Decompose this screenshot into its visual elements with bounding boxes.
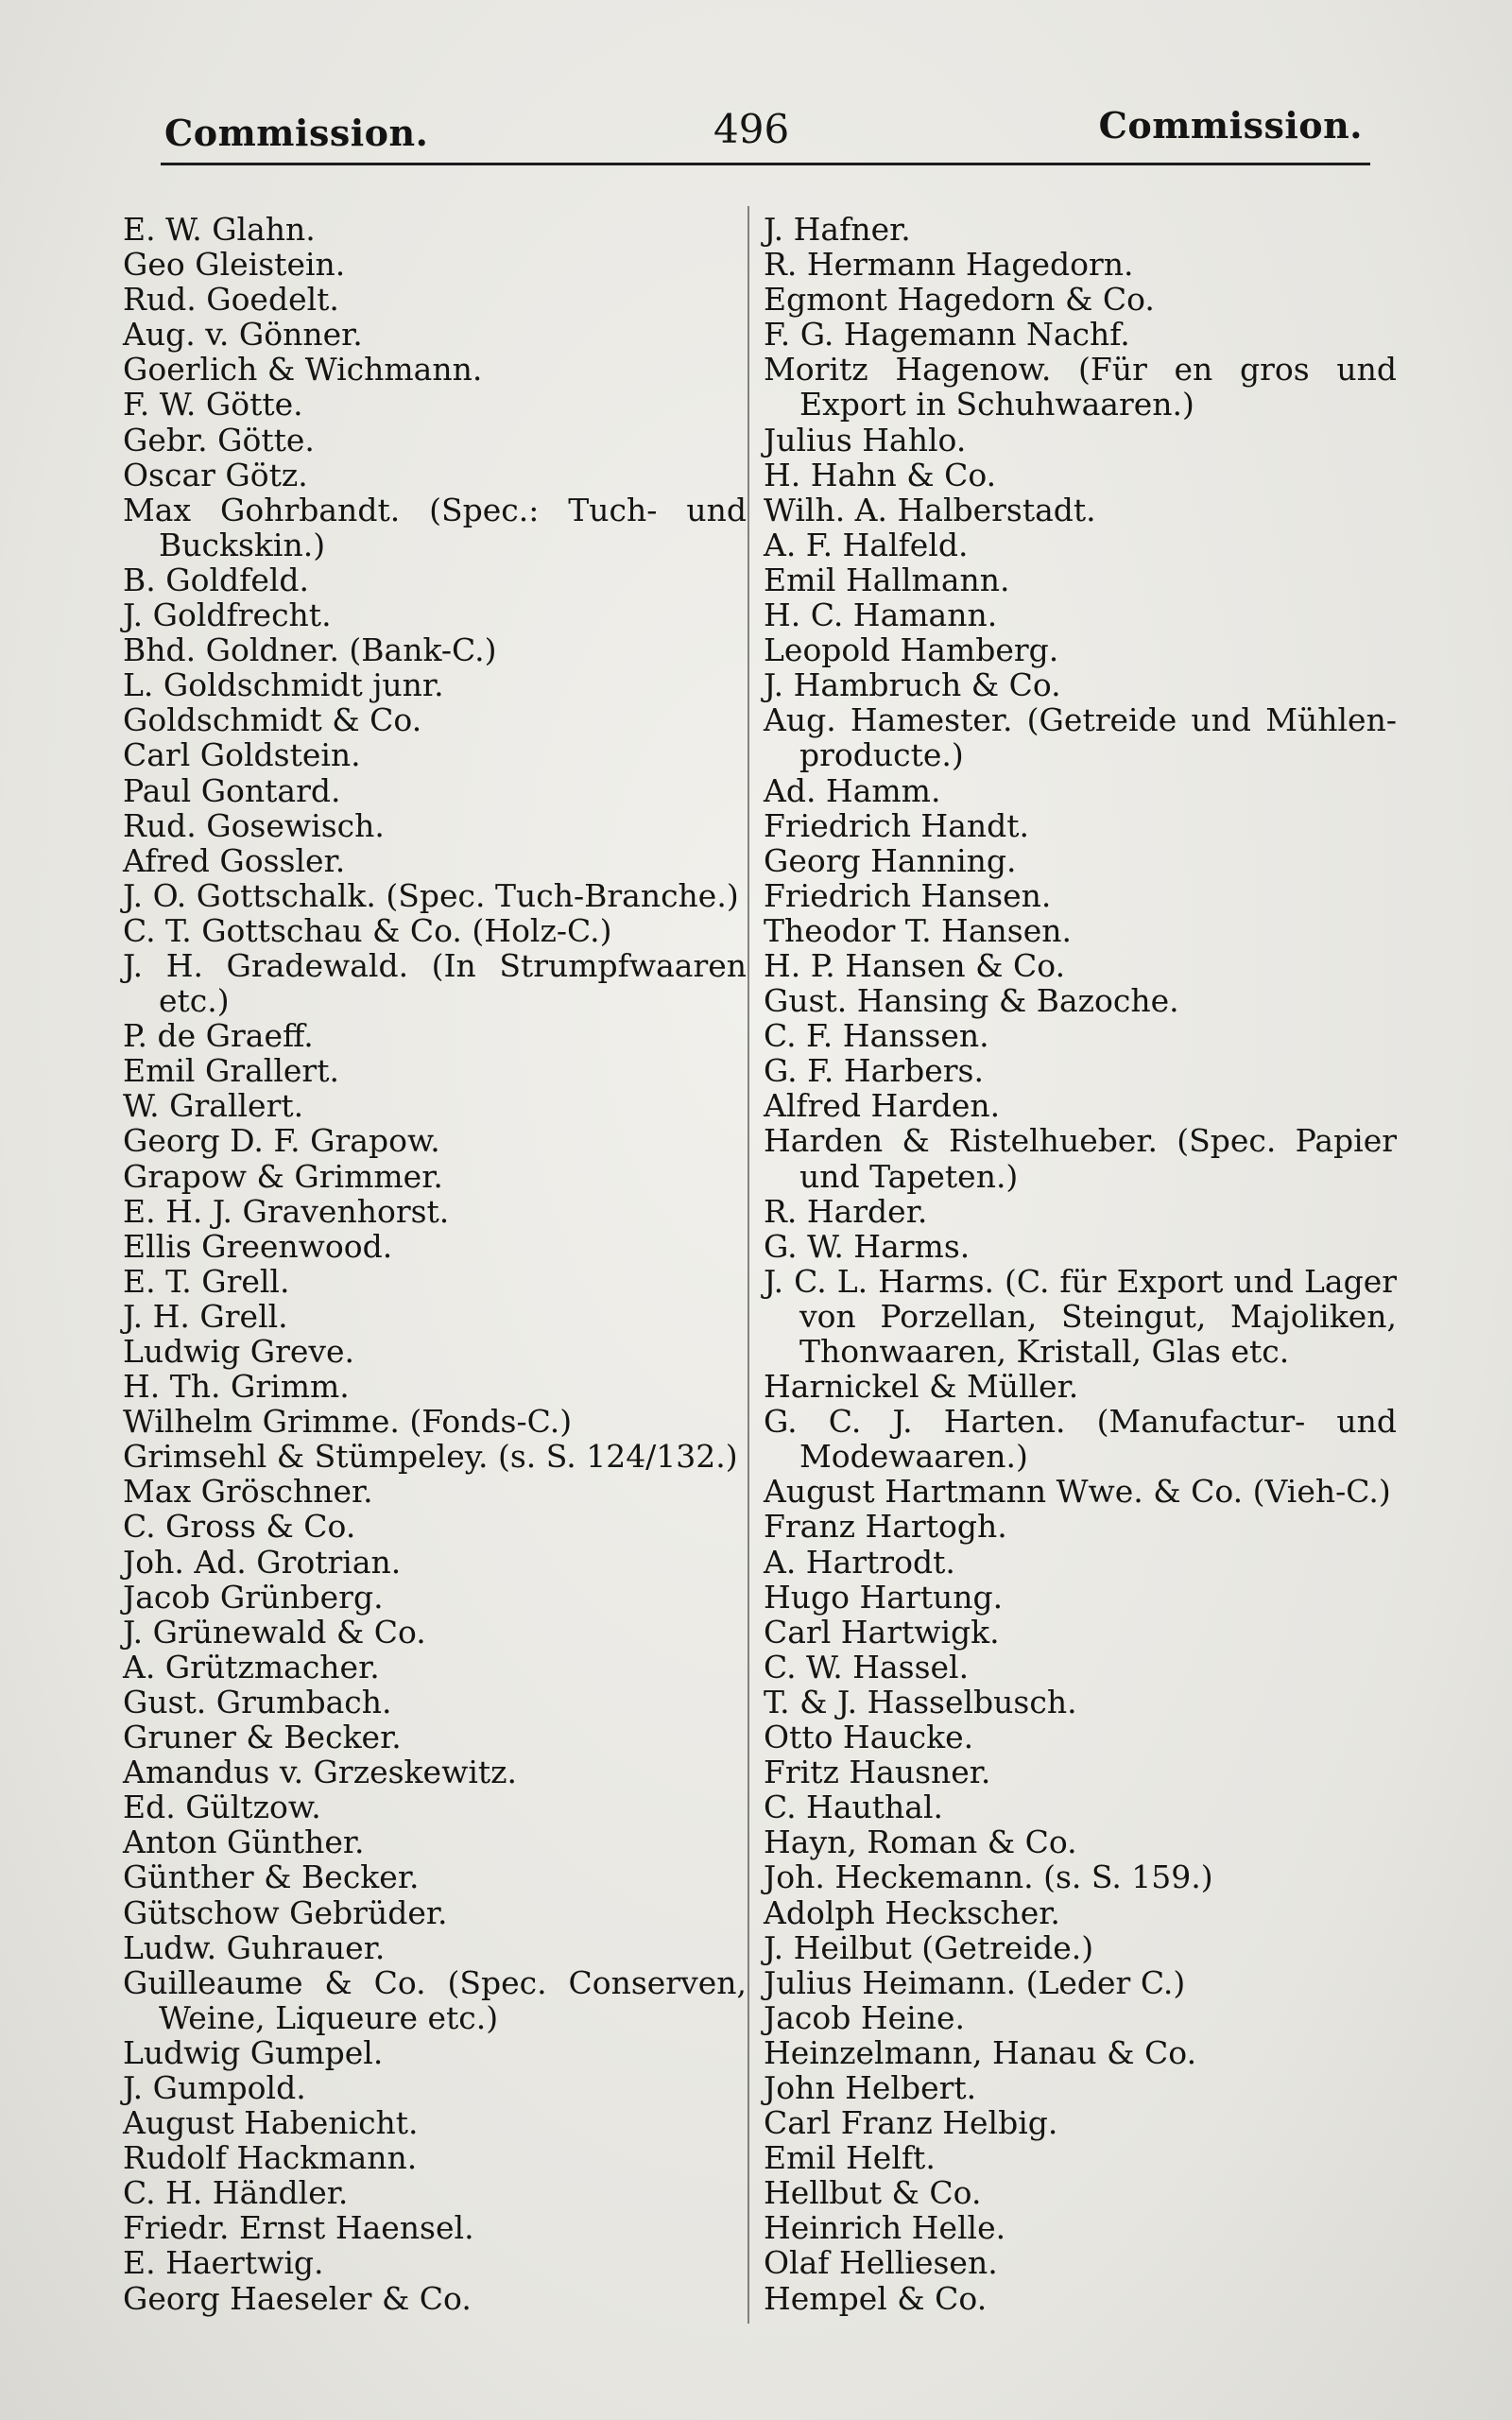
directory-entry: Julius Heimann. (Leder C.) <box>764 1963 1186 2001</box>
directory-entry: J. C. L. Harms. (C. für Export und Lager von Porzellan, Steingut, Majoliken, Thonwaaren, Kristall, Glas etc. <box>764 1262 1397 1370</box>
directory-entry: Ludwig Gumpel. <box>123 2033 384 2071</box>
directory-entry: Goerlich & Wichmann. <box>123 351 483 389</box>
page-number: 496 <box>713 106 790 152</box>
directory-entry: Guilleaume & Co. (Spec. Conserven, Weine, Liqueure etc.) <box>123 1963 747 2036</box>
directory-entry: Hugo Hartung. <box>764 1578 1004 1616</box>
directory-entry: Jacob Heine. <box>764 1998 966 2036</box>
directory-entry: C. Hauthal. <box>764 1789 943 1826</box>
directory-entry: F. G. Hagemann Nachf. <box>764 316 1130 354</box>
directory-entry: J. Hambruch & Co. <box>764 666 1061 704</box>
directory-entry: Hayn, Roman & Co. <box>764 1824 1077 1861</box>
directory-entry: H. Th. Grimm. <box>123 1368 350 1406</box>
directory-entry: Rudolf Hackmann. <box>123 2139 418 2177</box>
directory-entry: Anton Günther. <box>123 1824 365 1861</box>
directory-entry: C. F. Hanssen. <box>764 1017 989 1055</box>
directory-entry: Ellis Greenwood. <box>123 1227 393 1265</box>
directory-entry: Max Gohrbandt. (Spec.: Tuch- und Buckskin.) <box>123 491 747 563</box>
directory-entry: Paul Gontard. <box>123 771 341 809</box>
directory-entry: John Helbert. <box>764 2068 977 2106</box>
directory-entry: Grimsehl & Stümpeley. (s. S. 124/132.) <box>123 1438 738 1476</box>
directory-entry: E. Haertwig. <box>123 2244 324 2282</box>
directory-entry: Carl Hartwigk. <box>764 1613 1000 1651</box>
directory-entry: Leopold Hamberg. <box>764 631 1059 669</box>
directory-entry: Ed. Gültzow. <box>123 1789 321 1826</box>
directory-entry: Max Gröschner. <box>123 1473 373 1511</box>
directory-entry: Carl Goldstein. <box>123 736 361 774</box>
directory-entry: Fritz Hausner. <box>764 1754 991 1791</box>
directory-entry: C. T. Gottschau & Co. (Holz-C.) <box>123 911 612 949</box>
header-left-title: Commission. <box>164 112 429 154</box>
left-column <box>123 212 747 2316</box>
directory-entry: J. Goldfrecht. <box>123 596 332 634</box>
directory-entry: Georg Haeseler & Co. <box>123 2279 472 2317</box>
directory-entry: Gust. Grumbach. <box>123 1683 392 1720</box>
directory-entry: Günther & Becker. <box>123 1858 420 1896</box>
directory-entry: A. Grützmacher. <box>123 1648 380 1685</box>
directory-entry: Ad. Hamm. <box>764 771 941 809</box>
directory-entry: W. Grallert. <box>123 1087 304 1125</box>
directory-entry: Hempel & Co. <box>764 2279 988 2317</box>
directory-entry: Amandus v. Grzeskewitz. <box>123 1754 518 1791</box>
directory-entry: F. W. Götte. <box>123 386 303 424</box>
directory-entry: R. Hermann Hagedorn. <box>764 246 1134 284</box>
header-right-title: Commission. <box>1098 104 1363 147</box>
directory-entry: Joh. Ad. Grotrian. <box>123 1543 402 1581</box>
directory-entry: E. W. Glahn. <box>123 211 316 248</box>
directory-entry: H. P. Hansen & Co. <box>764 946 1066 984</box>
directory-entry: Olaf Helliesen. <box>764 2244 998 2282</box>
directory-entry: Geo Gleistein. <box>123 246 346 284</box>
column-divider <box>747 206 749 2324</box>
directory-entry: Gütschow Gebrüder. <box>123 1893 448 1931</box>
directory-entry: Rud. Goedelt. <box>123 281 339 319</box>
directory-entry: Emil Helft. <box>764 2139 936 2177</box>
directory-entry: P. de Graeff. <box>123 1017 314 1055</box>
directory-entry: Georg D. F. Grapow. <box>123 1122 440 1160</box>
directory-entry: E. T. Grell. <box>123 1262 290 1300</box>
directory-entry: C. Gross & Co. <box>123 1508 356 1546</box>
directory-entry: Aug. Hamester. (Getreide und Mühlen-producte.) <box>764 701 1397 774</box>
directory-entry: G. C. J. Harten. (Manufactur- und Modewaaren.) <box>764 1403 1397 1476</box>
directory-entry: C. H. Händler. <box>123 2174 349 2212</box>
directory-entry: B. Goldfeld. <box>123 561 310 598</box>
directory-entry: G. W. Harms. <box>764 1227 971 1265</box>
directory-entry: H. C. Hamann. <box>764 596 998 634</box>
directory-entry: Otto Haucke. <box>764 1719 974 1756</box>
directory-entry: Oscar Götz. <box>123 456 308 493</box>
directory-entry: Goldschmidt & Co. <box>123 701 422 739</box>
directory-entry: Aug. v. Gönner. <box>123 316 363 354</box>
directory-entry: August Hartmann Wwe. & Co. (Vieh-C.) <box>764 1473 1391 1511</box>
directory-entry: Jacob Grünberg. <box>123 1578 384 1616</box>
directory-entry: Joh. Heckemann. (s. S. 159.) <box>764 1858 1213 1896</box>
directory-entry: Harden & Ristelhueber. (Spec. Papier und Tapeten.) <box>764 1122 1397 1195</box>
directory-entry: G. F. Harbers. <box>764 1052 984 1090</box>
directory-entry: J. Grünewald & Co. <box>123 1613 426 1651</box>
directory-entry: Alfred Harden. <box>764 1087 1001 1125</box>
directory-entry: J. Gumpold. <box>123 2068 306 2106</box>
directory-entry: Adolph Heckscher. <box>764 1893 1060 1931</box>
directory-entry: Moritz Hagenow. (Für en gros und Export in Schuhwaaren.) <box>764 351 1397 424</box>
directory-entry: J. H. Gradewald. (In Strumpfwaaren etc.) <box>123 946 747 1020</box>
directory-entry: A. Hartrodt. <box>764 1543 955 1581</box>
directory-entry: Gust. Hansing & Bazoche. <box>764 982 1179 1020</box>
directory-entry: Ludw. Guhrauer. <box>123 1928 386 1966</box>
directory-entry: Emil Grallert. <box>123 1052 339 1090</box>
directory-entry: Carl Franz Helbig. <box>764 2104 1058 2142</box>
directory-entry: Georg Hanning. <box>764 841 1017 879</box>
directory-entry: Wilh. A. Halberstadt. <box>764 491 1096 528</box>
directory-entry: Hellbut & Co. <box>764 2174 982 2212</box>
directory-entry: Bhd. Goldner. (Bank-C.) <box>123 631 497 669</box>
directory-entry: Harnickel & Müller. <box>764 1368 1079 1406</box>
directory-entry: Heinzelmann, Hanau & Co. <box>764 2033 1197 2071</box>
directory-entry: Friedrich Handt. <box>764 806 1030 844</box>
directory-entry: Grapow & Grimmer. <box>123 1157 443 1195</box>
directory-entry: T. & J. Hasselbusch. <box>764 1683 1077 1720</box>
directory-entry: L. Goldschmidt junr. <box>123 666 444 704</box>
directory-entry: Gruner & Becker. <box>123 1719 402 1756</box>
directory-entry: Julius Hahlo. <box>764 421 967 458</box>
directory-entry: August Habenicht. <box>123 2104 419 2142</box>
directory-entry: E. H. J. Gravenhorst. <box>123 1192 450 1230</box>
directory-entry: J. O. Gottschalk. (Spec. Tuch-Branche.) <box>123 876 739 914</box>
directory-entry: J. Hafner. <box>764 211 911 248</box>
directory-entry: Wilhelm Grimme. (Fonds-C.) <box>123 1403 573 1441</box>
directory-entry: Egmont Hagedorn & Co. <box>764 281 1155 319</box>
right-column <box>764 212 1397 2316</box>
directory-entry: Rud. Gosewisch. <box>123 806 385 844</box>
page-header <box>161 104 1370 165</box>
directory-entry: H. Hahn & Co. <box>764 456 997 493</box>
directory-entry: Ludwig Greve. <box>123 1333 355 1370</box>
directory-entry: Franz Hartogh. <box>764 1508 1007 1546</box>
directory-entry: Gebr. Götte. <box>123 421 315 458</box>
directory-entry: Friedr. Ernst Haensel. <box>123 2209 474 2247</box>
directory-entry: J. Heilbut (Getreide.) <box>764 1928 1094 1966</box>
directory-entry: J. H. Grell. <box>123 1297 288 1335</box>
directory-entry: Afred Gossler. <box>123 841 346 879</box>
directory-entry: Heinrich Helle. <box>764 2209 1006 2247</box>
directory-entry: Emil Hallmann. <box>764 561 1010 598</box>
directory-entry: Theodor T. Hansen. <box>764 911 1072 949</box>
directory-entry: A. F. Halfeld. <box>764 526 969 563</box>
directory-entry: R. Harder. <box>764 1192 928 1230</box>
directory-entry: C. W. Hassel. <box>764 1648 970 1685</box>
directory-entry: Friedrich Hansen. <box>764 876 1052 914</box>
